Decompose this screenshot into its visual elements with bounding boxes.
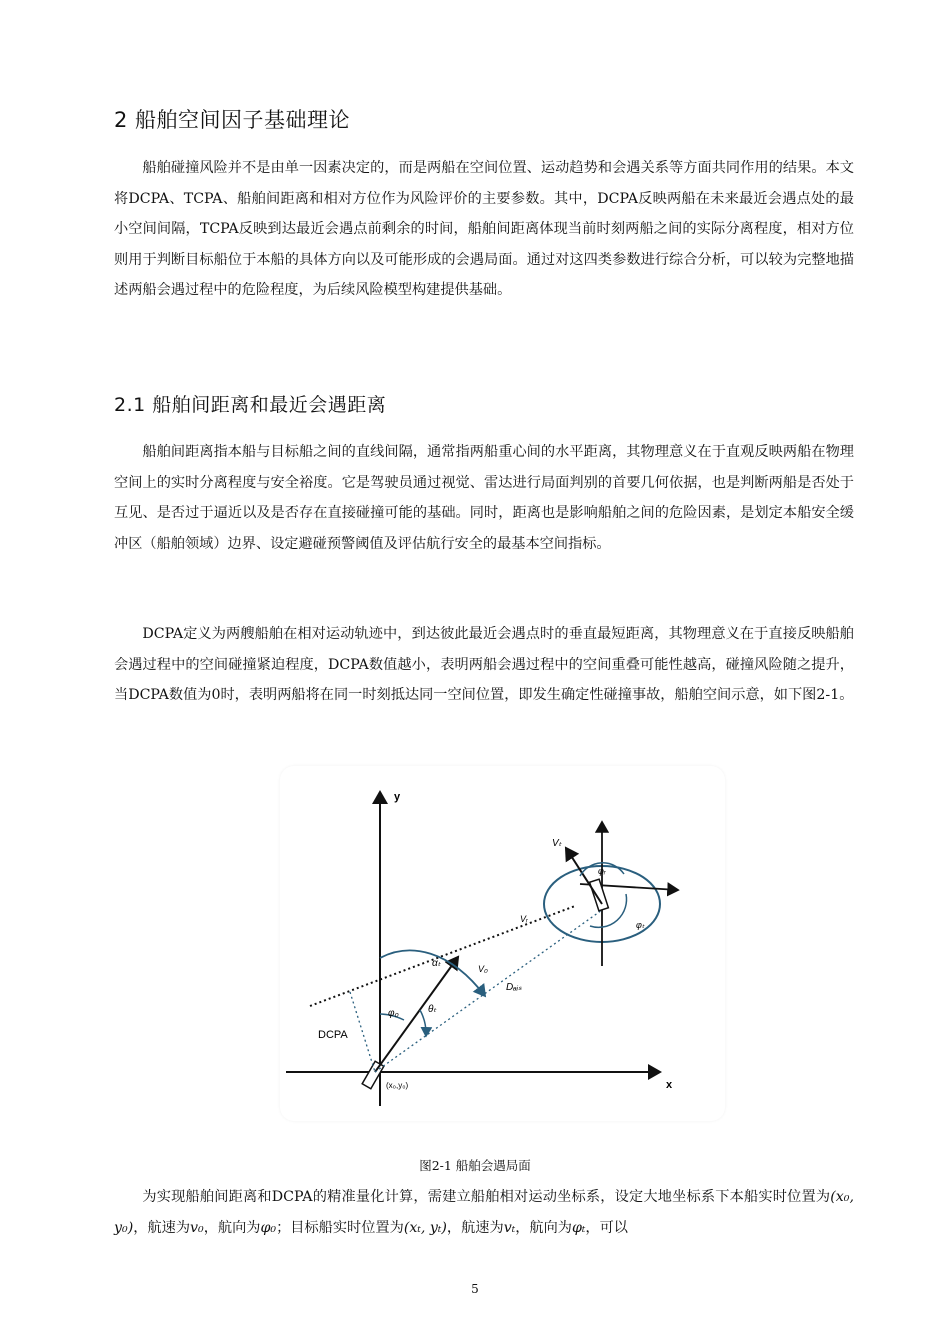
paragraph-coordinate bbox=[114, 1182, 854, 1243]
math-target-course: φₜ bbox=[571, 1219, 586, 1236]
target-velocity-arrow bbox=[566, 848, 602, 904]
text-segment: 为实现船舶间距离和DCPA的精准量化计算，需建立船舶相对运动坐标系，设定大地坐标系下本船实时位置为 bbox=[142, 1189, 831, 1205]
figure-caption: 图2-1 船舶会遇局面 bbox=[419, 1158, 531, 1173]
text-segment: ，航速为 bbox=[133, 1219, 191, 1236]
encounter-diagram bbox=[280, 766, 725, 1121]
dcpa-label: DCPA bbox=[318, 1029, 348, 1041]
math-target-speed: vₜ bbox=[503, 1219, 516, 1236]
math-own-position: (x₀, y₀) bbox=[114, 1189, 854, 1236]
math-own-course: φ₀ bbox=[260, 1219, 277, 1236]
theta-arc bbox=[420, 1010, 426, 1036]
origin-label: (x₀,y₀) bbox=[386, 1081, 409, 1090]
alpha-label: αₜ bbox=[432, 958, 441, 969]
text-segment: ，航速为 bbox=[446, 1219, 504, 1236]
relative-motion-line bbox=[310, 906, 575, 1006]
text-segment: ，航向为 bbox=[515, 1219, 572, 1236]
math-own-speed: v₀ bbox=[190, 1219, 204, 1236]
dcpa-line bbox=[350, 992, 375, 1072]
page-number: 5 bbox=[471, 1282, 479, 1296]
phi-t-label: φₜ bbox=[636, 920, 645, 930]
v0-label: V₀ bbox=[478, 964, 488, 974]
vr-label: Vᵣ bbox=[520, 914, 528, 924]
vt-label: Vₜ bbox=[552, 838, 562, 849]
paragraph-dcpa: DCPA定义为两艘船舶在相对运动轨迹中，到达彼此最近会遇点时的垂直最短距离，其物理意义在于直接反映船舶会遇过程中的空间碰撞紧迫程度，DCPA数值越小，表明两船会遇过程中的空间重叠可能性越高，碰撞风险随之提升，当DCPA数值为0时，表明两船将在同一时刻抵达同一空间位置，即发生确定性碰撞事故，船舶空间示意，如下图2-1。 bbox=[114, 626, 854, 703]
paragraph-intro: 船舶碰撞风险并不是由单一因素决定的，而是两船在空间位置、运动趋势和会遇关系等方面共同作用的结果。本文将DCPA、TCPA、船舶间距离和相对方位作为风险评价的主要参数。其中，DCPA反映两船在未来最近会遇点处的最小空间间隔，TCPA反映到达最近会遇点前剩余的时间，船舶间距离体现当前时刻两船之间的实际分离程度，相对方位则用于判断目标船位于本船的具体方向以及可能形成的会遇局面。通过对这四类参数进行综合分析，可以较为完整地描述两船会遇过程中的危险程度，为后续风险模型构建提供基础。 bbox=[114, 160, 854, 298]
subsection-heading: 2.1 船舶间距离和最近会遇距离 bbox=[114, 394, 387, 416]
theta-label: θₜ bbox=[428, 1004, 437, 1015]
text-segment: ，航向为 bbox=[203, 1219, 261, 1236]
x-axis-label: x bbox=[666, 1079, 673, 1091]
y-axis-label: y bbox=[394, 791, 401, 803]
text-segment: ；目标船实时位置为 bbox=[276, 1219, 404, 1236]
paragraph-distance: 船舶间距离指本船与目标船之间的直线间隔，通常指两船重心间的水平距离，其物理意义在于直观反映两船在物理空间上的实时分离程度与安全裕度。它是驾驶员通过视觉、雷达进行局面判别的首要几何依据，也是判断两船是否处于互见、是否过于逼近以及是否存在直接碰撞可能的基础。同时，距离也是影响船舶之间的危险因素，是划定本船安全缓冲区（船舶领域）边界、设定避碰预警阈值及评估航行安全的最基本空间指标。 bbox=[114, 444, 854, 552]
target-ship-icon bbox=[590, 879, 609, 911]
math-target-position: (xₜ, yₜ) bbox=[403, 1219, 447, 1236]
phi-r-label: φᵣ bbox=[598, 866, 606, 876]
text-segment: ，可以 bbox=[585, 1219, 628, 1236]
ddis-label: Dₐᵢₛ bbox=[506, 982, 522, 993]
section-heading: 2 船舶空间因子基础理论 bbox=[114, 108, 351, 132]
phi0-label: φ₀ bbox=[388, 1008, 399, 1019]
encounter-diagram-svg bbox=[280, 766, 725, 1121]
